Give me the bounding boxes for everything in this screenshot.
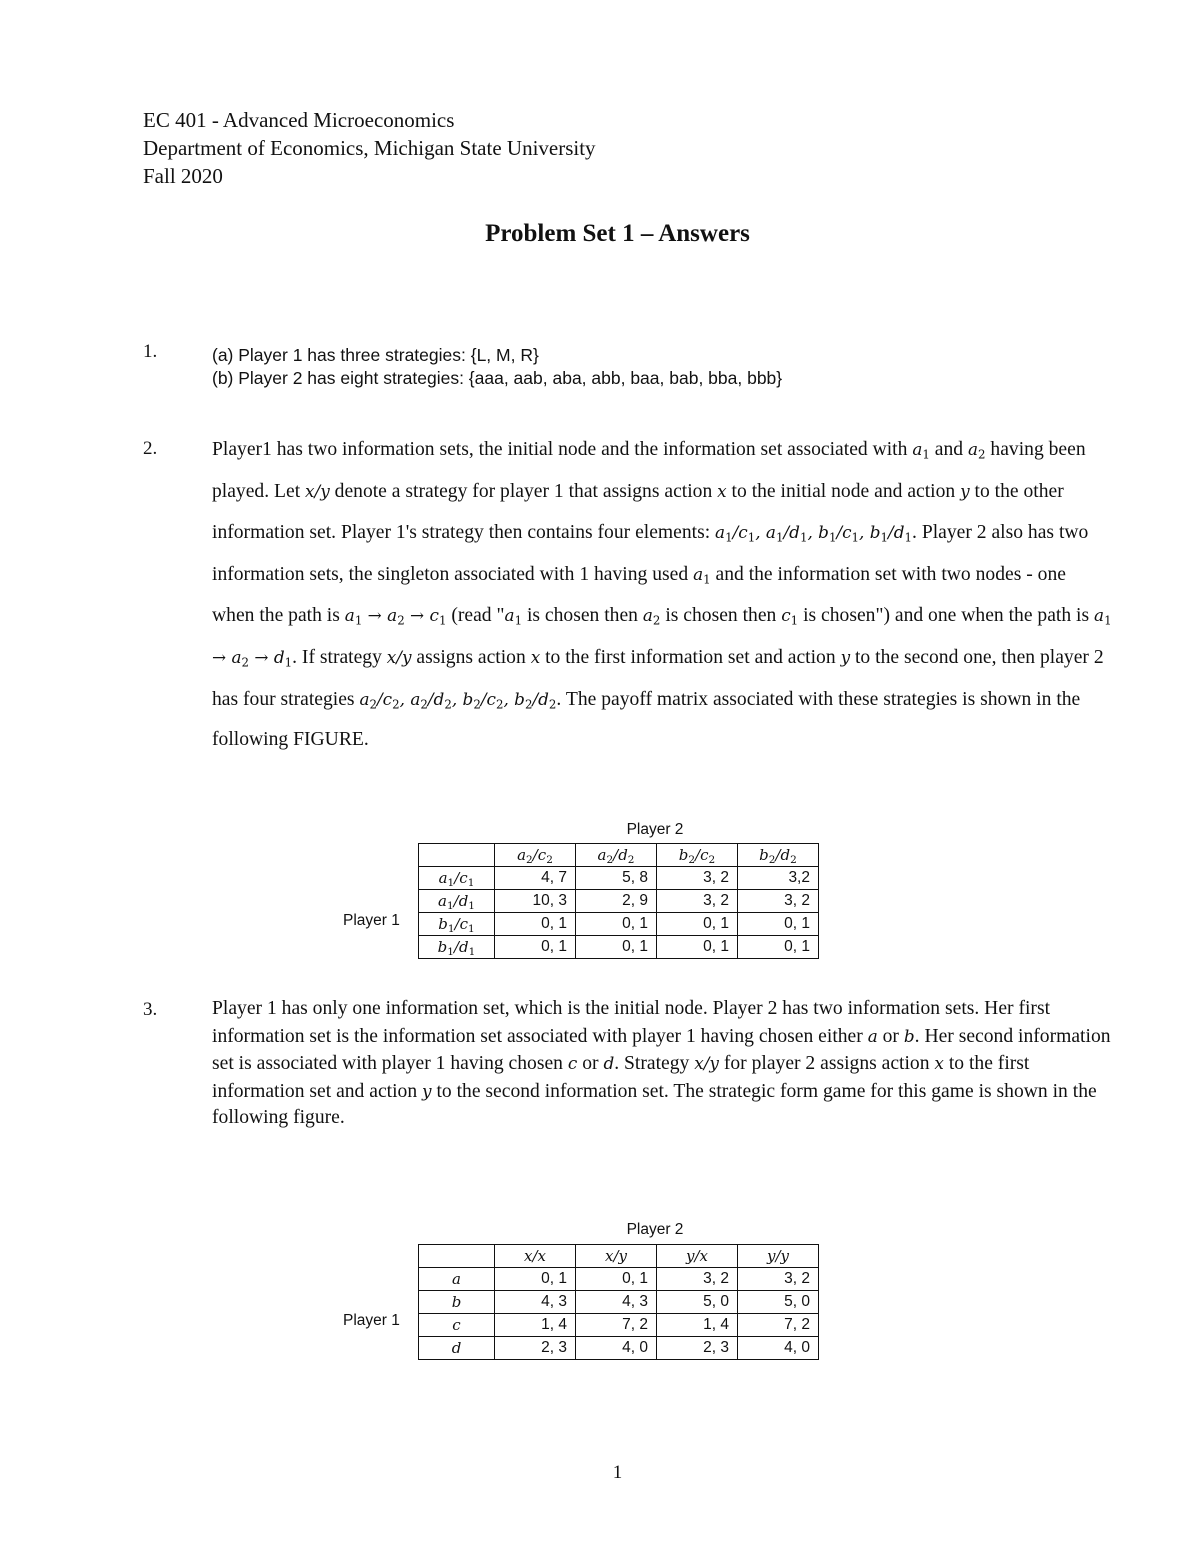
table-row bbox=[419, 936, 819, 959]
payoff-matrix-2 bbox=[418, 1244, 819, 1360]
page-number: 1 bbox=[612, 1462, 623, 1483]
table-row bbox=[419, 1268, 819, 1291]
row-label: c bbox=[419, 1314, 495, 1337]
payoff-cell: 4, 3 bbox=[576, 1291, 657, 1314]
question-1-part-a: (a) Player 1 has three strategies: {L, M, R} bbox=[212, 345, 539, 365]
payoff-cell: 10, 3 bbox=[495, 890, 576, 913]
row-label: $b_1/d_1$ bbox=[419, 936, 495, 959]
term: Fall 2020 bbox=[143, 164, 223, 188]
column-header: y/x bbox=[657, 1245, 738, 1268]
payoff-cell: 3, 2 bbox=[657, 1268, 738, 1291]
payoff-cell: 5, 0 bbox=[738, 1291, 819, 1314]
table-1-row-player: Player 1 bbox=[343, 912, 400, 929]
payoff-cell: 0, 1 bbox=[657, 936, 738, 959]
course-header bbox=[143, 106, 596, 190]
row-label: b bbox=[419, 1291, 495, 1314]
department-name: Department of Economics, Michigan State University bbox=[143, 136, 596, 160]
table-2-column-player: Player 2 bbox=[626, 1221, 684, 1238]
payoff-cell: 0, 1 bbox=[576, 1268, 657, 1291]
column-header: x/x bbox=[495, 1245, 576, 1268]
payoff-cell: 0, 1 bbox=[657, 913, 738, 936]
payoff-cell: 0, 1 bbox=[738, 936, 819, 959]
column-header: $b_2/c_2$ bbox=[657, 844, 738, 867]
question-1-number: 1. bbox=[143, 341, 158, 362]
payoff-cell: 3, 2 bbox=[738, 890, 819, 913]
column-header: $b_2/d_2$ bbox=[738, 844, 819, 867]
question-2-text: Player1 has two information sets, the initial node and the information set associated with $a_1$ and $a_2$ having been played. Let x/y denote a strategy for player 1 that assigns action x to the initial node and action y to the other information set. Player 1's strategy then contains four elements: $a_1/c_1$, $a_1/d_1$, $b_1/c_1$, $b_1/d_1$. Player 2 also has two information sets, the singleton associated with 1 having used $a_1$ and the information set with two nodes - one when the path is $a_1 \to a_2 \to c_1$ (read "$a_1$ is chosen then $a_2$ is chosen then $c_1$ is chosen") and one when the path is $a_1 \to a_2 \to d_1$. If strategy x/y assigns action x to the first information set and action y to the second one, then player 2 has four strategies $a_2/c_2$, $a_2/d_2$, $b_2/c_2$, $b_2/d_2$. The payoff matrix associated with these strategies is shown in the following FIGURE. bbox=[212, 439, 1112, 751]
table-1-column-player: Player 2 bbox=[626, 821, 684, 838]
table-row bbox=[419, 1245, 819, 1268]
column-header: x/y bbox=[576, 1245, 657, 1268]
question-3-text: Player 1 has only one information set, which is the initial node. Player 2 has two information sets. Her first information set is the information set associated with player 1 having chosen either a or b. Her second information set is associated with player 1 having chosen c or d. Strategy x/y for player 2 assigns action x to the first information set and action y to the second information set. The strategic form game for this game is shown in the following figure. bbox=[212, 998, 1111, 1128]
payoff-cell: 3, 2 bbox=[657, 867, 738, 890]
payoff-cell: 7, 2 bbox=[576, 1314, 657, 1337]
table-row bbox=[419, 1291, 819, 1314]
question-2-number: 2. bbox=[143, 438, 158, 459]
payoff-cell: 0, 1 bbox=[576, 913, 657, 936]
row-label: $a_1/c_1$ bbox=[419, 867, 495, 890]
payoff-cell: 2, 3 bbox=[657, 1337, 738, 1360]
column-header: y/y bbox=[738, 1245, 819, 1268]
payoff-cell: 1, 4 bbox=[495, 1314, 576, 1337]
payoff-matrix-1 bbox=[418, 843, 819, 959]
payoff-cell: 0, 1 bbox=[495, 1268, 576, 1291]
row-label: $a_1/d_1$ bbox=[419, 890, 495, 913]
payoff-cell: 3, 2 bbox=[657, 890, 738, 913]
question-3-number: 3. bbox=[143, 999, 158, 1020]
table-row bbox=[419, 867, 819, 890]
row-label: d bbox=[419, 1337, 495, 1360]
payoff-cell: 7, 2 bbox=[738, 1314, 819, 1337]
corner-cell bbox=[419, 1245, 495, 1268]
table-2-row-player: Player 1 bbox=[343, 1312, 400, 1329]
payoff-cell: 0, 1 bbox=[738, 913, 819, 936]
table-row bbox=[419, 1337, 819, 1360]
page-title: Problem Set 1 – Answers bbox=[485, 220, 750, 247]
payoff-cell: 1, 4 bbox=[657, 1314, 738, 1337]
payoff-cell: 0, 1 bbox=[576, 936, 657, 959]
row-label: $b_1/c_1$ bbox=[419, 913, 495, 936]
payoff-cell: 4, 0 bbox=[738, 1337, 819, 1360]
payoff-cell: 3, 2 bbox=[738, 1268, 819, 1291]
row-label: a bbox=[419, 1268, 495, 1291]
table-row bbox=[419, 890, 819, 913]
course-name: EC 401 - Advanced Microeconomics bbox=[143, 108, 455, 132]
payoff-cell: 4, 0 bbox=[576, 1337, 657, 1360]
table-row bbox=[419, 1314, 819, 1337]
payoff-cell: 5, 0 bbox=[657, 1291, 738, 1314]
payoff-cell: 4, 7 bbox=[495, 867, 576, 890]
column-header: $a_2/d_2$ bbox=[576, 844, 657, 867]
question-1-part-b: (b) Player 2 has eight strategies: {aaa, aab, aba, abb, baa, bab, bba, bbb} bbox=[212, 368, 783, 388]
payoff-cell: 2, 9 bbox=[576, 890, 657, 913]
payoff-cell: 5, 8 bbox=[576, 867, 657, 890]
payoff-cell: 2, 3 bbox=[495, 1337, 576, 1360]
payoff-cell: 4, 3 bbox=[495, 1291, 576, 1314]
payoff-cell: 0, 1 bbox=[495, 936, 576, 959]
payoff-cell: 0, 1 bbox=[495, 913, 576, 936]
column-header: $a_2/c_2$ bbox=[495, 844, 576, 867]
payoff-cell: 3,2 bbox=[738, 867, 819, 890]
table-row bbox=[419, 844, 819, 867]
table-row bbox=[419, 913, 819, 936]
corner-cell bbox=[419, 844, 495, 867]
